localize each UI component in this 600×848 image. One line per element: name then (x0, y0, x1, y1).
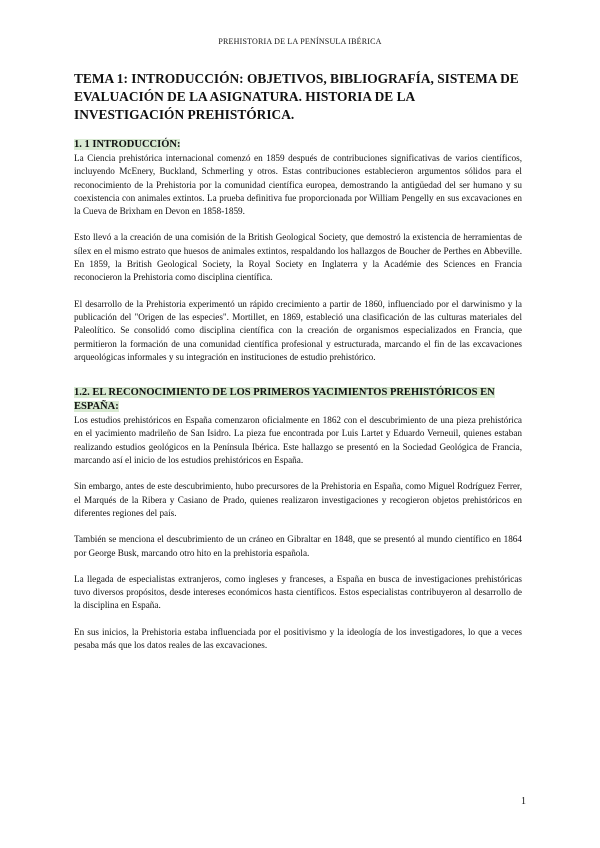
section-heading-introduccion (74, 138, 522, 152)
paragraph: Esto llevó a la creación de una comisión de la British Geological Society, que demostró la existencia de herramientas de sílex en el mismo estrato que huesos de animales extintos, respaldando los hallazgos de Boucher de Perthes en Abbeville. En 1859, la British Geological Society, la Royal Society en Inglaterra y la Académie des Sciences en Francia reconocieron la Prehistoria como disciplina científica. (74, 232, 522, 283)
paragraph: También se menciona el descubrimiento de un cráneo en Gibraltar en 1848, que se presentó al mundo científico en 1864 por George Busk, marcando otro hito en la prehistoria española. (74, 534, 522, 558)
paragraph: La llegada de especialistas extranjeros, como ingleses y franceses, a España en busca de investigaciones prehistóricas tuvo diversos propósitos, desde intereses económicos hasta científicos. Estos especialistas contribuyeron al desarrollo de la disciplina en España. (74, 573, 522, 611)
paragraph: Los estudios prehistóricos en España comenzaron oficialmente en 1862 con el descubrimiento de una pieza prehistórica en el yacimiento madrileño de San Isidro. La pieza fue encontrada por Luis Lartet y Eduardo Verneuil, quienes estaban realizando estudios geológicos en la Península Ibérica. Este hallazgo se presentó en la Sociedad Geológica de Francia, marcando así el inicio de los estudios prehistóricos en España. (74, 415, 522, 466)
page-content (74, 70, 522, 652)
paragraph: El desarrollo de la Prehistoria experimentó un rápido crecimiento a partir de 1860, influenciado por el darwinismo y la publicación del "Origen de las especies". Mortillet, en 1869, estableció una clasificación de las culturas materiales del Paleolítico. Se consolidó como disciplina científica con la creación de organismos especializados en Francia, que permitieron la formación de una comunidad científica profesional y estructurada, marcando el fin de las excavaciones arqueológicas informales y su integración en instituciones de estudio prehistórico. (74, 298, 522, 362)
section-heading-text: 1. 1 INTRODUCCIÓN: (74, 139, 181, 150)
page-number: 1 (521, 796, 526, 807)
section-heading-yacimientos (74, 386, 522, 414)
section-heading-text: 1.2. EL RECONOCIMIENTO DE LOS PRIMEROS YACIMIENTOS PREHISTÓRICOS EN ESPAÑA: (74, 387, 495, 413)
paragraph: Sin embargo, antes de este descubrimiento, hubo precursores de la Prehistoria en España, como Miguel Rodríguez Ferrer, el Marqués de la Ribera y Casiano de Prado, quienes realizaron investigaciones y recogieron objetos prehistóricos en diferentes regiones del país. (74, 481, 522, 518)
paragraph: La Ciencia prehistórica internacional comenzó en 1859 después de contribuciones significativas de varios científicos, incluyendo McEnery, Buckland, Schmerling y otros. Estas contribuciones establecieron argumentos sólidos para el reconocimiento de la Prehistoria por la comunidad científica europea, demostrando la antigüedad del ser humano y su coexistencia con animales extintos. La prueba definitiva fue proporcionada por William Pengelly en sus excavaciones en la Cueva de Brixham en Devon en 1858-1859. (74, 153, 522, 217)
paragraph: En sus inicios, la Prehistoria estaba influenciada por el positivismo y la ideología de los investigadores, lo que a veces pesaba más que los datos reales de las excavaciones. (74, 626, 522, 651)
running-header: PREHISTORIA DE LA PENÍNSULA IBÉRICA (218, 37, 382, 46)
chapter-title: TEMA 1: INTRODUCCIÓN: OBJETIVOS, BIBLIOGRAFÍA, SISTEMA DE EVALUACIÓN DE LA ASIGNATURA. HISTORIA DE LA INVESTIGACIÓN PREHISTÓRICA. (74, 71, 519, 122)
